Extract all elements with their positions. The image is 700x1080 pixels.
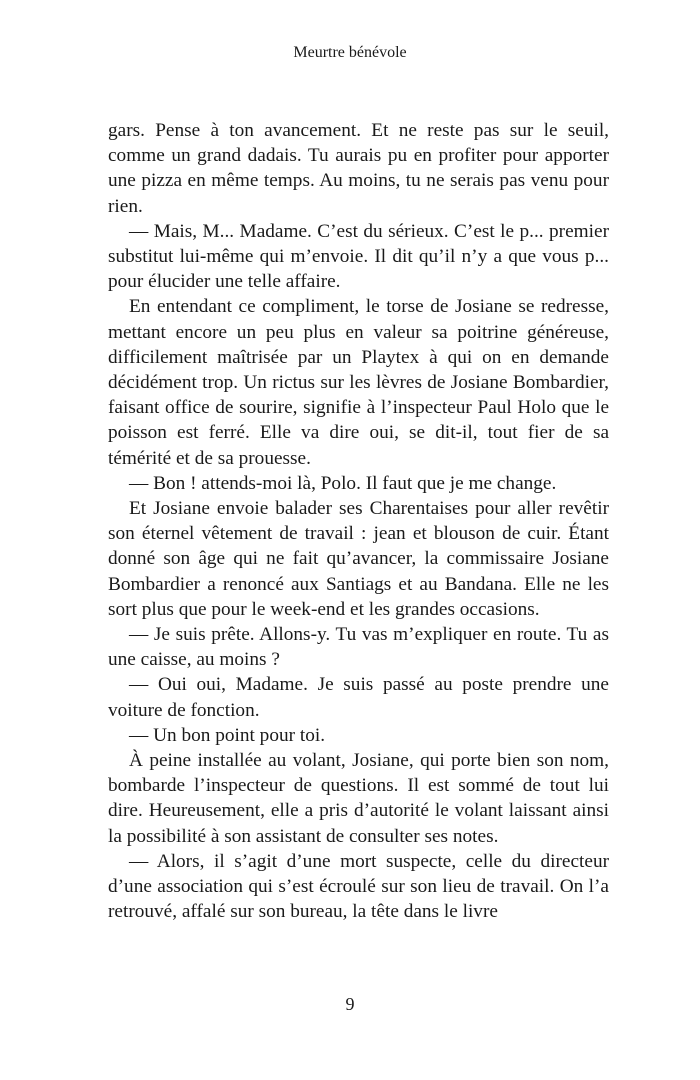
paragraph: — Alors, il s’agit d’une mort suspecte, celle du directeur d’une association qui s’est écroulé sur son lieu de travail. On l’a retrouvé, affalé sur son bureau, la tête dans le livre	[108, 850, 609, 923]
paragraph: — Oui oui, Madame. Je suis passé au poste prendre une voiture de fonction.	[108, 674, 609, 721]
page-number: 9	[345, 994, 355, 1014]
paragraph: — Bon ! attends-moi là, Polo. Il faut que je me change.	[129, 472, 557, 494]
body-text	[108, 118, 609, 925]
paragraph: — Je suis prête. Allons-y. Tu vas m’expliquer en route. Tu as une caisse, au moins ?	[108, 624, 609, 671]
paragraph: gars. Pense à ton avancement. Et ne reste pas sur le seuil, comme un grand dadais. Tu aurais pu en profiter pour apporter une pizza en même temps. Au moins, tu ne serais pas venu pour rien.	[108, 120, 609, 217]
paragraph: À peine installée au volant, Josiane, qui porte bien son nom, bombarde l’inspecteur de questions. Il est sommé de tout lui dire. Heureusement, elle a pris d’autorité le volant laissant ainsi la possibilité à son assistant de consulter ses notes.	[108, 750, 609, 847]
paragraph: Et Josiane envoie balader ses Charentaises pour aller revêtir son éternel vêtement de travail : jean et blouson de cuir. Étant donné son âge qui ne fait qu’avancer, la commissaire Josiane Bombardier a renoncé aux Santiags et au Bandana. Elle ne les sort plus que pour le week-end et les grandes occasions.	[108, 498, 609, 620]
paragraph: — Un bon point pour toi.	[129, 724, 326, 746]
paragraph: — Mais, M... Madame. C’est du sérieux. C’est le p... premier substitut lui-même qui m’envoie. Il dit qu’il n’y a que vous p... pour élucider une telle affaire.	[108, 220, 609, 293]
running-head: Meurtre bénévole	[293, 44, 407, 61]
paragraph: En entendant ce compliment, le torse de Josiane se redresse, mettant encore un peu plus en valeur sa poitrine généreuse, difficilement maîtrisée par un Playtex à qui on en demande décidément trop. Un rictus sur les lèvres de Josiane Bombardier, faisant office de sourire, signifie à l’inspecteur Paul Holo que le poisson est ferré. Elle va dire oui, se dit-il, tout fier de sa témérité et de sa prouesse.	[108, 296, 609, 469]
